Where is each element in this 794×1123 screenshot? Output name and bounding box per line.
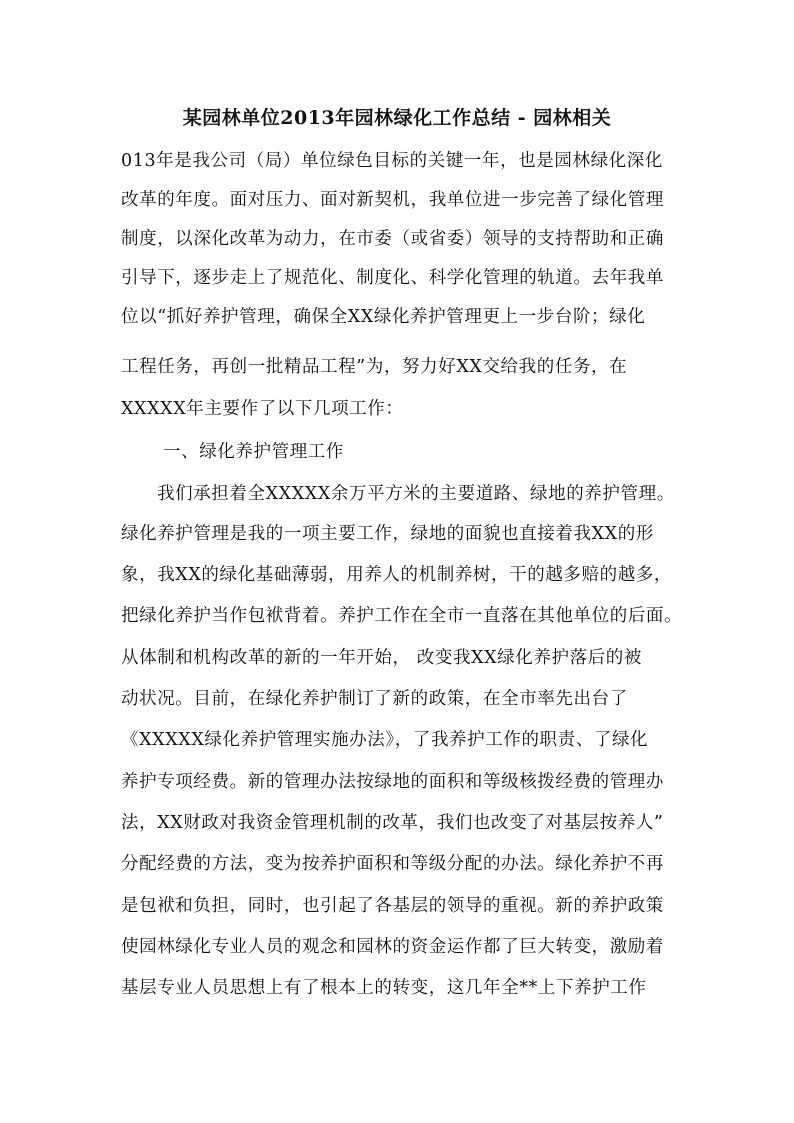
intro-line-3: 制度，以深化改革为动力，在市委（或省委）领导的支持帮助和正确: [121, 229, 664, 249]
section-line-2: 绿化养护管理是我的一项主要工作，绿地的面貌也直接着我XX的形: [121, 524, 654, 544]
document-title: 某园林单位2013年园林绿化工作总结 - 园林相关: [182, 107, 612, 129]
section-line-10: 分配经费的方法，变为按养护面积和等级分配的办法。绿化养护不再: [121, 854, 664, 874]
intro-line-7: XXXXX年主要作了以下几项工作：: [121, 399, 404, 419]
section-line-12: 使园林绿化专业人员的观念和园林的资金运作都了巨大转变，激励着: [121, 937, 664, 957]
section-line-4: 把绿化养护当作包袱背着。养护工作在全市一直落在其他单位的后面。: [121, 606, 683, 626]
intro-line-5: 位以“抓好养护管理，确保全XX绿化养护管理更上一步台阶；绿化: [121, 307, 646, 327]
intro-line-2: 改革的年度。面对压力、面对新契机，我单位进一步完善了绿化管理: [121, 190, 664, 210]
section-line-11: 是包袱和负担，同时，也引起了各基层的领导的重视。新的养护政策: [121, 896, 664, 916]
section-line-6: 动状况。目前，在绿化养护制订了新的政策，在全市率先出台了: [121, 689, 628, 709]
section-line-1: 我们承担着全XXXXX余万平方米的主要道路、绿地的养护管理。: [157, 484, 675, 504]
section-line-9: 法，XX财政对我资金管理机制的改革，我们也改变了对基层按养人”: [121, 813, 664, 833]
section-line-5: 从体制和机构改革的新的一年开始， 改变我XX绿化养护落后的被: [121, 648, 642, 668]
section-line-3: 象，我XX的绿化基础薄弱，用养人的机制养树，干的越多赔的越多，: [121, 565, 673, 585]
intro-line-1: 013年是我公司（局）单位绿色目标的关键一年，也是园林绿化深化: [121, 151, 663, 171]
section-line-13: 基层专业人员思想上有了根本上的转变，这几年全**上下养护工作: [121, 978, 647, 998]
section-line-7: 《XXXXX绿化养护管理实施办法》，了我养护工作的职责、了绿化: [121, 730, 649, 750]
section-line-8: 养护专项经费。新的管理办法按绿地的面积和等级核拨经费的管理办: [121, 772, 664, 792]
intro-line-6: 工程任务，再创一批精品工程”为，努力好XX交给我的任务，在: [121, 357, 628, 377]
intro-line-4: 引导下，逐步走上了规范化、制度化、科学化管理的轨道。去年我单: [121, 268, 664, 288]
section-heading: 一、绿化养护管理工作: [163, 442, 344, 462]
